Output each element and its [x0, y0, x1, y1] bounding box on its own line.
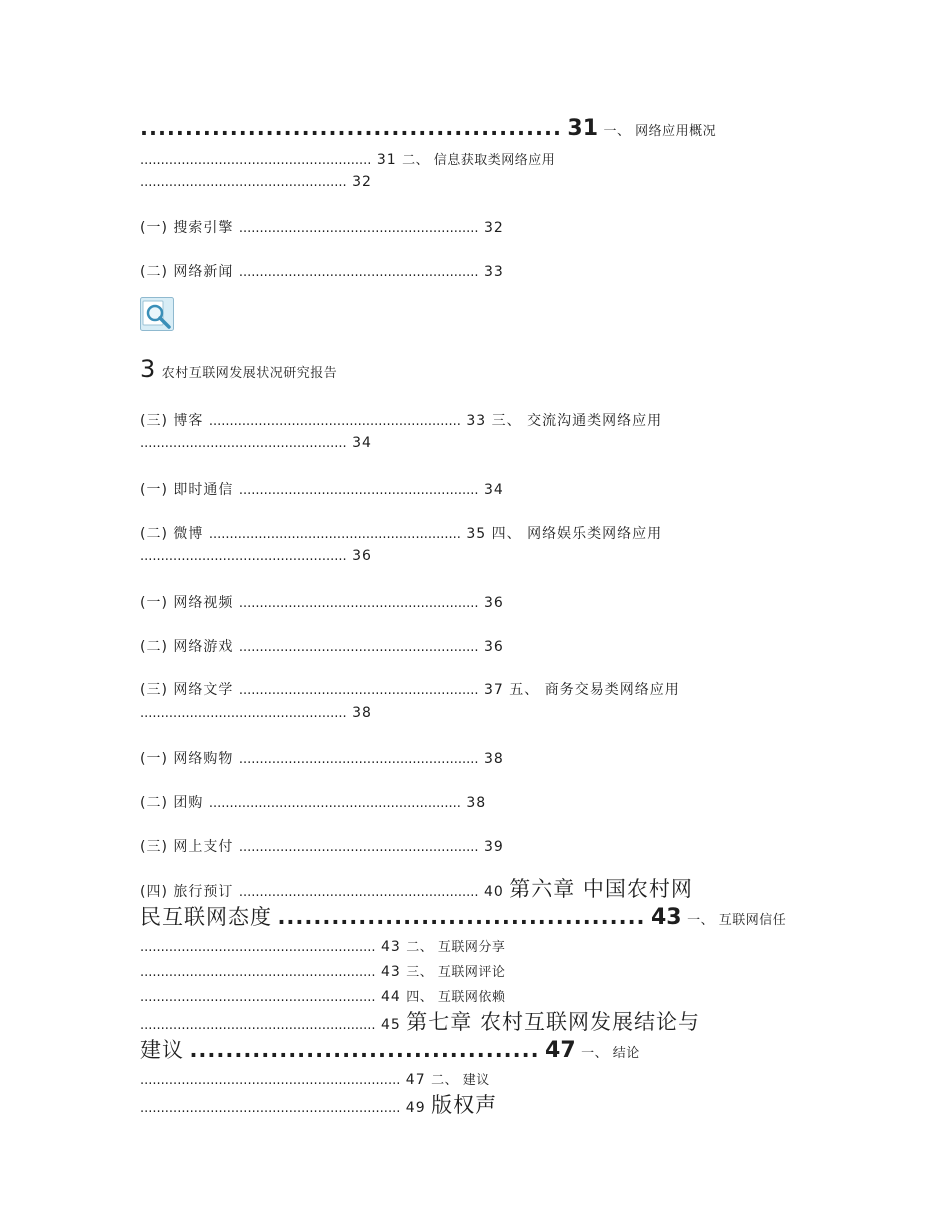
toc-line-14[interactable] — [140, 679, 680, 699]
toc-line-27[interactable] — [140, 1089, 497, 1119]
toc-entry: (一) 即时通信 — [140, 482, 234, 498]
toc-entry: (二) 团购 — [140, 795, 204, 811]
toc-entry: (三) 网络文学 — [140, 682, 234, 698]
document-search-icon — [140, 297, 174, 331]
chapter-title: 版权声 — [431, 1093, 498, 1117]
toc-dots: .......................................................... — [238, 840, 479, 855]
toc-dots: .................................................. — [140, 175, 347, 190]
toc-dots: .......................................................... — [238, 221, 479, 236]
page-number: 3 — [140, 355, 157, 383]
toc-page-number: 31 — [567, 116, 599, 141]
toc-page-number: 35 — [466, 526, 487, 542]
chapter-title: 建议 — [140, 1038, 184, 1062]
toc-dots: ......................................................... — [140, 1018, 376, 1033]
report-title: 农村互联网发展状况研究报告 — [161, 366, 338, 381]
toc-page-number: 47 — [405, 1072, 426, 1088]
toc-line-10[interactable] — [140, 523, 662, 543]
toc-entry: 二、 互联网分享 — [406, 940, 506, 955]
toc-entry: (二) 网络新闻 — [140, 264, 234, 280]
toc-line-18[interactable] — [140, 836, 504, 856]
toc-page-number: 38 — [352, 705, 372, 721]
toc-entry: 三、 交流沟通类网络应用 — [491, 413, 663, 429]
toc-entry: (三) 博客 — [140, 413, 204, 429]
toc-page-number: 36 — [483, 639, 504, 655]
toc-dots: .......................................................... — [238, 885, 479, 900]
toc-entry: (一) 搜索引擎 — [140, 220, 234, 236]
toc-page-number: 47 — [545, 1038, 576, 1063]
toc-entry: (一) 网络购物 — [140, 751, 234, 767]
toc-entry: 五、 商务交易类网络应用 — [509, 682, 680, 698]
toc-page-number: 36 — [483, 595, 504, 611]
toc-page-number: 33 — [483, 264, 504, 280]
toc-entry: (二) 网络游戏 — [140, 639, 234, 655]
toc-page-number: 33 — [466, 413, 487, 429]
toc-line-21[interactable] — [140, 936, 505, 955]
toc-dots: ......................................... — [277, 905, 646, 929]
toc-page-number: 32 — [483, 220, 504, 236]
toc-page-number: 45 — [381, 1017, 401, 1033]
toc-page-number: 43 — [651, 905, 682, 930]
toc-page-number: 32 — [352, 174, 372, 190]
toc-line-2[interactable] — [140, 149, 555, 168]
toc-dots: ............................................................. — [208, 796, 461, 811]
toc-line-17[interactable] — [140, 792, 486, 812]
toc-entry: 一、 结论 — [581, 1046, 640, 1061]
toc-line-4[interactable] — [140, 217, 504, 237]
toc-entry: (一) 网络视频 — [140, 595, 234, 611]
toc-page-number: 38 — [483, 751, 504, 767]
toc-entry: 三、 互联网评论 — [406, 965, 506, 980]
chapter-title: 第六章 中国农村网 — [509, 877, 693, 901]
toc-page-number: 34 — [352, 435, 372, 451]
toc-entry: 一、 互联网信任 — [687, 913, 787, 928]
toc-dots: ......................................................... — [140, 990, 376, 1005]
toc-entry: (二) 微博 — [140, 526, 204, 542]
toc-entry: 四、 互联网依赖 — [406, 990, 506, 1005]
toc-dots: .......................................................... — [238, 596, 479, 611]
toc-line-16[interactable] — [140, 748, 504, 768]
toc-line-19[interactable] — [140, 873, 693, 903]
toc-dots: ......................................................... — [140, 965, 376, 980]
toc-line-7[interactable] — [140, 410, 662, 430]
toc-dots: .......................................................... — [238, 752, 479, 767]
toc-dots: .......................................................... — [238, 265, 479, 280]
toc-line-3[interactable] — [140, 174, 372, 190]
toc-line-13[interactable] — [140, 636, 504, 656]
toc-line-9[interactable] — [140, 479, 504, 499]
toc-page-number: 43 — [381, 939, 401, 955]
toc-dots: ............................................................... — [140, 1073, 401, 1088]
toc-page-number: 34 — [483, 482, 504, 498]
toc-line-12[interactable] — [140, 592, 504, 612]
toc-line-24[interactable] — [140, 1006, 700, 1036]
toc-line-8[interactable] — [140, 435, 372, 451]
toc-dots: .......................................................... — [238, 640, 479, 655]
toc-dots: .......................................................... — [238, 683, 479, 698]
toc-entry: (三) 网上支付 — [140, 839, 234, 855]
toc-line-26[interactable] — [140, 1069, 490, 1088]
toc-page-number: 43 — [381, 964, 401, 980]
toc-entry: (四) 旅行预订 — [140, 884, 234, 900]
toc-line-20[interactable] — [140, 901, 786, 931]
toc-dots: ............................................................. — [208, 414, 461, 429]
toc-page-number: 40 — [483, 884, 504, 900]
toc-entry: 二、 信息获取类网络应用 — [402, 153, 556, 168]
toc-page-number: 38 — [466, 795, 487, 811]
toc-line-25[interactable] — [140, 1034, 640, 1064]
toc-entry: 四、 网络娱乐类网络应用 — [491, 526, 663, 542]
toc-line-5[interactable] — [140, 261, 504, 281]
toc-page-number: 44 — [381, 989, 401, 1005]
toc-dots: ....................................... — [189, 1038, 540, 1062]
toc-page-number: 37 — [483, 682, 504, 698]
toc-line-15[interactable] — [140, 705, 372, 721]
toc-dots: ............................................... — [140, 116, 562, 140]
toc-dots: .......................................................... — [238, 483, 479, 498]
toc-line-1[interactable] — [140, 116, 716, 141]
toc-dots: ............................................................... — [140, 1101, 401, 1116]
toc-dots: ........................................................ — [140, 153, 372, 168]
toc-dots: .................................................. — [140, 436, 347, 451]
toc-page-number: 49 — [405, 1100, 426, 1116]
toc-entry: 一、 网络应用概况 — [603, 124, 717, 139]
toc-entry: 二、 建议 — [431, 1073, 490, 1088]
toc-dots: .................................................. — [140, 706, 347, 721]
toc-page-number: 36 — [352, 548, 372, 564]
toc-dots: ............................................................. — [208, 527, 461, 542]
toc-line-11[interactable] — [140, 548, 372, 564]
toc-dots: ......................................................... — [140, 940, 376, 955]
toc-dots: .................................................. — [140, 549, 347, 564]
toc-line-22[interactable] — [140, 961, 505, 980]
chapter-title: 第七章 农村互联网发展结论与 — [406, 1010, 700, 1034]
chapter-title: 民互联网态度 — [140, 905, 272, 929]
toc-line-23[interactable] — [140, 986, 505, 1005]
toc-page-number: 39 — [483, 839, 504, 855]
page-header — [140, 355, 337, 383]
toc-page-number: 31 — [376, 152, 397, 168]
